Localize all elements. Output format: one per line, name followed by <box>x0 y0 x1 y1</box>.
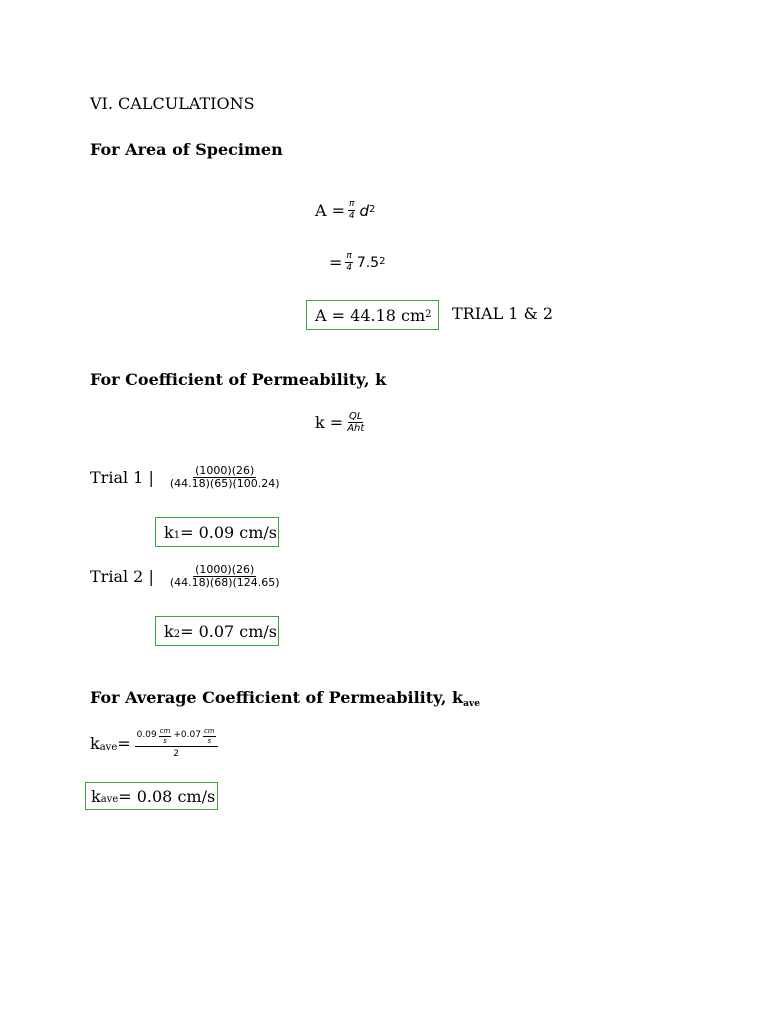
average-denominator: 2 <box>173 748 179 759</box>
k1-subscript: 1 <box>173 529 181 541</box>
kave-result-value: = 0.08 cm/s <box>118 786 216 806</box>
area-equation-2 <box>329 252 385 273</box>
fraction-denominator: Aht <box>347 423 365 434</box>
average-fraction <box>135 728 218 759</box>
fraction-numerator: π <box>349 199 355 209</box>
average-numerator <box>135 728 218 747</box>
term-2: +0.07 <box>173 730 201 741</box>
area-equation-1 <box>315 200 375 221</box>
k1-value: = 0.09 cm/s <box>180 522 278 542</box>
area-heading: For Area of Specimen <box>90 140 283 159</box>
section-title: VI. CALCULATIONS <box>90 94 255 113</box>
kave-subscript: ave <box>99 742 118 754</box>
trial-1-row <box>90 465 280 491</box>
area-eq2-lhs: = <box>329 253 343 273</box>
k2-symbol: k <box>164 621 174 641</box>
fraction-numerator: (1000)(26) <box>195 563 255 576</box>
area-result-text: A = 44.18 cm <box>315 305 426 325</box>
trial-1-label: Trial 1 | <box>90 468 154 488</box>
unit-fraction <box>159 728 172 745</box>
exponent: 2 <box>379 256 386 268</box>
unit-fraction <box>203 728 216 745</box>
fraction-denominator: 4 <box>348 210 355 221</box>
trial-2-label: Trial 2 | <box>90 567 154 587</box>
area-result-exponent: 2 <box>425 308 432 320</box>
unit-numerator: cm <box>203 727 215 735</box>
average-heading-subscript: ave <box>463 699 480 709</box>
term-1: 0.09 <box>136 730 157 741</box>
k1-symbol: k <box>164 522 174 542</box>
average-heading-text: For Average Coefficient of Permeability, k <box>90 688 464 707</box>
area-result-box <box>306 300 439 330</box>
trial-1-fraction <box>170 465 280 491</box>
kave-result-box <box>85 782 218 810</box>
exponent: 2 <box>369 204 376 216</box>
fraction-numerator: QL <box>349 411 363 422</box>
permeability-heading: For Coefficient of Permeability, k <box>90 370 387 389</box>
kave-result-symbol: k <box>91 786 101 806</box>
average-heading <box>90 688 480 707</box>
trial-note: TRIAL 1 & 2 <box>452 304 554 323</box>
trial-2-fraction <box>170 564 280 590</box>
unit-denominator: s <box>163 736 167 745</box>
fraction-numerator: (1000)(26) <box>195 464 255 477</box>
permeability-formula <box>315 411 364 435</box>
formula-lhs: k = <box>315 413 344 433</box>
k1-result-box <box>155 517 279 547</box>
kave-symbol: k <box>90 734 100 754</box>
k2-value: = 0.07 cm/s <box>180 621 278 641</box>
pi-over-4-fraction <box>348 200 355 221</box>
unit-numerator: cm <box>159 727 171 735</box>
k2-subscript: 2 <box>173 628 181 640</box>
fraction-numerator: π <box>346 251 352 261</box>
diameter-value: 7.5 <box>356 254 380 271</box>
fraction-denominator: (44.18)(68)(124.65) <box>169 576 280 590</box>
fraction-denominator: 4 <box>346 262 352 273</box>
trial-2-row <box>90 564 280 590</box>
diameter-var: d <box>359 201 369 220</box>
ql-over-aht-fraction <box>347 411 364 435</box>
k2-result-box <box>155 616 279 646</box>
average-formula <box>90 728 218 759</box>
unit-denominator: s <box>207 736 212 745</box>
pi-over-4-fraction <box>345 252 352 273</box>
kave-equals: = <box>117 734 131 754</box>
fraction-denominator: (44.18)(65)(100.24) <box>169 477 280 491</box>
kave-result-subscript: ave <box>100 793 119 805</box>
area-eq1-lhs: A = <box>315 201 346 221</box>
